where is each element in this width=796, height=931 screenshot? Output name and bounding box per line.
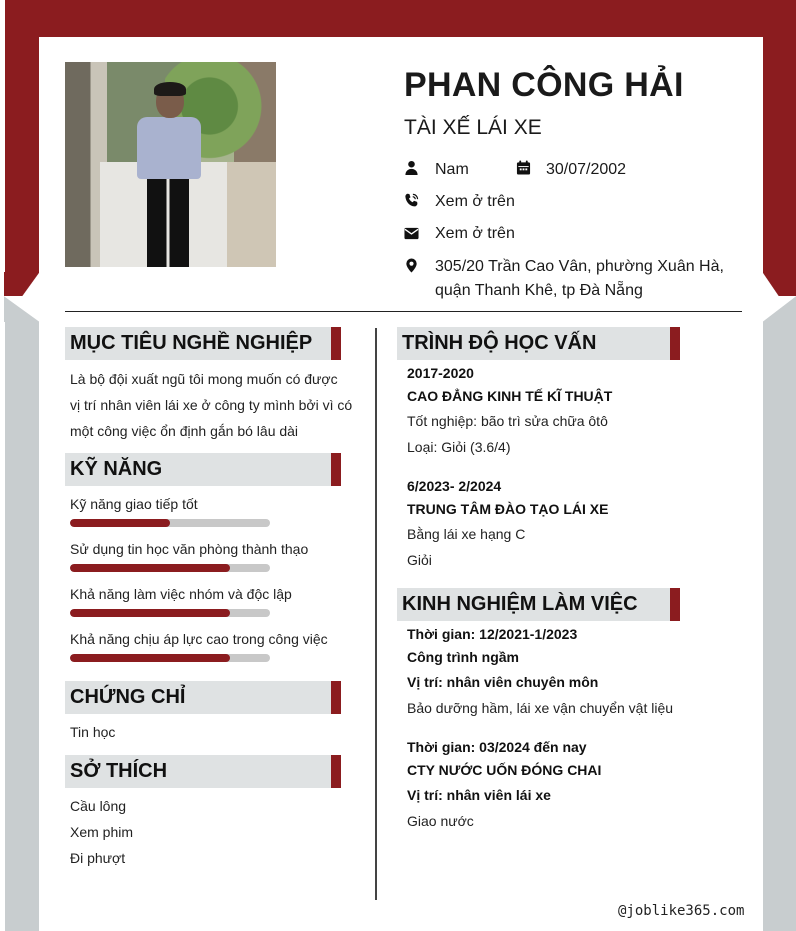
section-education [397,327,680,360]
phone-row [404,193,419,208]
photo-hair [154,82,186,96]
envelope-icon [404,226,419,241]
education-school: TRUNG TÂM ĐÀO TẠO LÁI XE [407,501,609,517]
photo-legs [147,177,189,267]
user-icon [404,160,419,175]
section-experience [397,588,680,621]
experience-period: Thời gian: 12/2021-1/2023 [407,626,578,642]
skill-label: Khả năng chịu áp lực cao trong công việc [70,631,328,647]
left-notch-lower [4,296,40,322]
hobby-item: Xem phim [70,824,134,840]
section-accent [331,453,341,486]
candidate-role: TÀI XẾ LÁI XE [404,116,542,139]
section-accent [331,681,341,714]
objective-line-1: Là bộ đội xuất ngũ tôi mong muốn có được [70,371,338,387]
dob-row [516,160,531,175]
skill-bar [70,654,270,662]
phone-icon [404,193,419,208]
hobby-item: Đi phượt [70,850,126,866]
skill-bar-fill [70,519,170,527]
email-row [404,226,419,241]
address-row [404,258,419,273]
experience-period: Thời gian: 03/2024 đến nay [407,739,587,755]
section-skills [65,453,341,486]
section-title: TRÌNH ĐỘ HỌC VẤN [402,332,597,354]
education-detail: Giỏi [407,552,432,568]
address-line-2: quận Thanh Khê, tp Đà Nẵng [435,282,643,299]
skill-bar-fill [70,609,230,617]
right-notch-lower [762,296,796,322]
education-detail: Loại: Giỏi (3.6/4) [407,439,511,455]
photo-shirt [137,117,201,179]
certificate-item: Tin học [70,724,116,740]
experience-position: Vị trí: nhân viên lái xe [407,787,551,803]
section-title: KINH NGHIỆM LÀM VIỆC [402,593,638,615]
section-title: KỸ NĂNG [70,458,163,480]
section-objective [65,327,341,360]
skill-label: Khả năng làm việc nhóm và độc lập [70,586,292,602]
hobby-item: Cầu lông [70,798,127,814]
profile-photo [65,62,276,267]
skill-label: Kỹ năng giao tiếp tốt [70,496,198,512]
left-edge [0,0,5,931]
photo-table [227,162,276,267]
section-title: MỤC TIÊU NGHỀ NGHIỆP [70,332,313,354]
email-value: Xem ở trên [435,225,515,242]
education-period: 2017-2020 [407,365,474,381]
objective-line-3: một công việc ổn định gắn bó lâu dài [70,423,299,439]
section-accent [331,755,341,788]
section-certificates [65,681,341,714]
section-hobbies [65,755,341,788]
section-title: CHỨNG CHỈ [70,686,186,708]
skill-bar-fill [70,654,230,662]
gender-row [404,160,419,175]
education-detail: Tốt nghiệp: bão trì sửa chữa ôtô [407,413,608,429]
watermark: @joblike365.com [618,903,745,919]
calendar-icon [516,160,531,175]
experience-description: Giao nước [407,813,474,829]
education-school: CAO ĐẲNG KINH TẾ KĨ THUẬT [407,388,613,404]
section-title: SỞ THÍCH [70,760,168,782]
column-divider [375,328,377,900]
skill-bar [70,564,270,572]
map-marker-icon [404,258,419,273]
skill-bar [70,609,270,617]
experience-company: Công trình ngầm [407,649,519,665]
skill-bar [70,519,270,527]
address-line-1: 305/20 Trần Cao Vân, phường Xuân Hà, [435,258,724,275]
gender-value: Nam [435,161,469,178]
section-accent [670,588,680,621]
experience-position: Vị trí: nhân viên chuyên môn [407,674,599,690]
experience-company: CTY NƯỚC UỐN ĐÓNG CHAI [407,762,602,778]
skill-label: Sử dụng tin học văn phòng thành thạo [70,541,309,557]
candidate-name: PHAN CÔNG HẢI [404,66,684,104]
education-detail: Bằng lái xe hạng C [407,526,526,542]
header-divider [65,311,742,312]
objective-line-2: vị trí nhân viên lái xe ở công ty mình bởi vì có [70,397,353,413]
section-accent [331,327,341,360]
skill-bar-fill [70,564,230,572]
phone-value: Xem ở trên [435,193,515,210]
section-accent [670,327,680,360]
dob-value: 30/07/2002 [546,161,627,178]
education-period: 6/2023- 2/2024 [407,478,502,494]
experience-description: Bảo dưỡng hầm, lái xe vận chuyển vật liệu [407,700,674,716]
